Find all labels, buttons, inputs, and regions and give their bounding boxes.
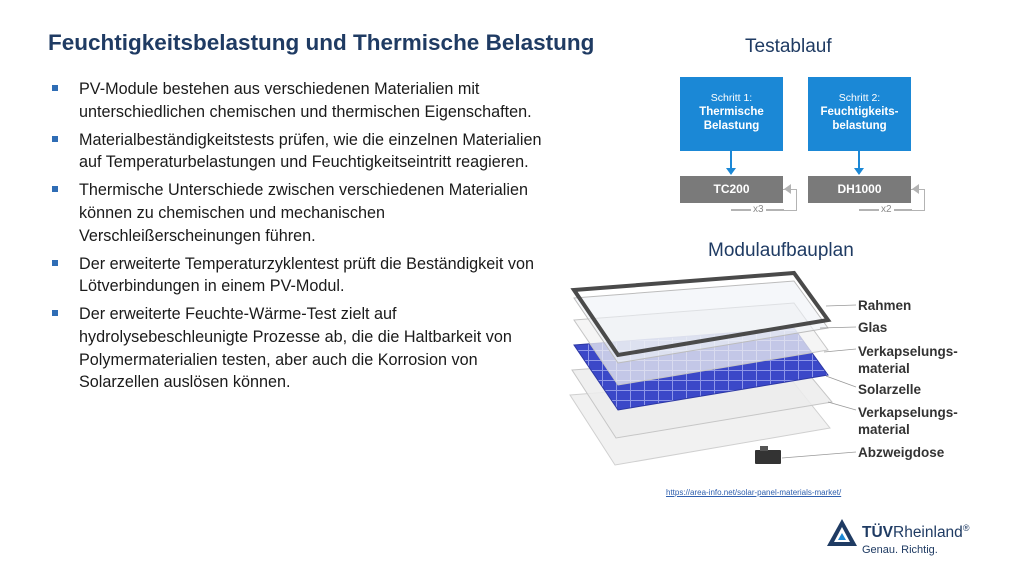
junction-box-icon (755, 450, 781, 464)
test-tc200-box: TC200 (680, 176, 783, 203)
repeat-loop-1-arrow-icon (784, 184, 791, 194)
step-1-number: Schritt 1: (710, 92, 753, 104)
step-1-arrow-head-icon (726, 168, 736, 175)
label-glas: Glas (858, 320, 888, 335)
test-dh1000-box: DH1000 (808, 176, 911, 203)
step-2-label-line1: Feuchtigkeits- (820, 106, 899, 118)
solar-module-exploded-illustration (560, 270, 860, 485)
slide-title: Feuchtigkeitsbelastung und Thermische Belastung (48, 30, 595, 55)
step-2-arrow-head-icon (854, 168, 864, 175)
label-rahmen: Rahmen (858, 298, 912, 313)
label-verkapselungsmaterial-bottom: Verkapselungs- material (858, 405, 958, 437)
step-1-label-line2: Belastung (703, 120, 760, 132)
repeat-count-2: x2 (881, 204, 892, 215)
bullet-item: Der erweiterte Temperaturzyklentest prüft die Beständigkeit von Lötverbindungen in einem PV-Modul. (52, 253, 552, 298)
bullet-item: Thermische Unterschiede zwischen verschiedenen Materialien können zu chemischen und mechanischen Verschleißerscheinungen führen. (52, 179, 552, 247)
step-2-label-line2: belastung (832, 120, 887, 132)
step-1-label-line1: Thermische (699, 106, 764, 118)
tuv-brand-name: TÜVRheinland® (862, 523, 970, 542)
label-solarzelle: Solarzelle (858, 382, 922, 397)
tuv-triangle-logo-icon (826, 518, 858, 548)
bullet-square-icon (52, 310, 58, 316)
bullet-item: PV-Module bestehen aus verschiedenen Materialien mit unterschiedlichen chemischen und thermischen Eigenschaften. (52, 78, 552, 123)
step-2-box (808, 77, 911, 151)
step-2-number: Schritt 2: (838, 92, 881, 104)
test-sequence-title: Testablauf (745, 36, 832, 57)
bullet-square-icon (52, 260, 58, 266)
step-1-box (680, 77, 783, 151)
bullet-square-icon (52, 186, 58, 192)
bullet-square-icon (52, 136, 58, 142)
label-abzweigdose: Abzweigdose (858, 445, 945, 460)
source-link[interactable]: https://area-info.net/solar-panel-materials-market/ (666, 488, 842, 497)
bullet-item: Materialbeständigkeitstests prüfen, wie die einzelnen Materialien auf Temperaturbelastungen und Feuchtigkeitseintritt reagieren. (52, 129, 552, 174)
bullet-item: Der erweiterte Feuchte-Wärme-Test zielt auf hydrolysebeschleunigte Prozesse ab, die die Haltbarkeit von Polymermaterialien testen, aber auch die Korrosion von Solarzellen auslösen können. (52, 303, 552, 393)
label-verkapselungsmaterial-top: Verkapselungs- material (858, 344, 958, 376)
module-layout-title: Modulaufbauplan (708, 240, 854, 261)
repeat-count-1: x3 (753, 204, 764, 215)
repeat-loop-2-arrow-icon (912, 184, 919, 194)
bullet-square-icon (52, 85, 58, 91)
bullet-list (52, 78, 552, 399)
tuv-slogan: Genau. Richtig. (862, 544, 938, 557)
tuv-logo (862, 523, 969, 556)
